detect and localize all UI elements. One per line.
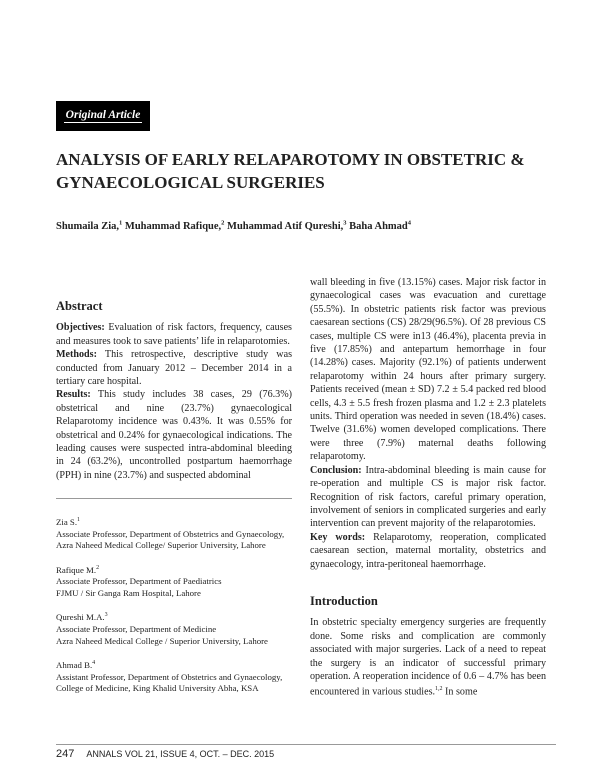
page-footer [56,744,556,760]
abstract-results-continued: wall bleeding in five (13.15%) cases. Major risk factor in gynaecological cases was evacuation and curettage (55.5%). In obstetric patients risk factor was previous caesarean sections (CS) 28/29(96.5%). Of 28 previous CS cases, multiple CS were in13 (46.4%), placenta previa in five (17.85%) and antepartum hemorrhage in four (14.28%) cases. Majority (92.1%) of patients underwent relaparotomy within 24 hours after primary surgery. Patients received (mean ± SD) 7.2 ± 5.4 packed red blood cells, 4.3 ± 5.5 fresh frozen plasma and 1.2 ± 2.3 platelets units. Third operation was needed in seven (18.4%) cases. Twelve (31.6%) women developed complications. There were three (7.9%) maternal deaths following relaparotomy. [310,277,546,463]
affiliation: Zia S.$^1$ Associate Professor, Department of Obstetrics and Gynaecology, Azra Naheed Medical College/ Superior University, Lahore [56,516,285,551]
author: Baha Ahmad$^4$ [349,219,412,232]
left-column [56,300,292,482]
abstract-keywords: Key words: Relaparotomy, reoperation, complicated caesarean section, maternal mortality, obstetrics and gynaecology, intra-peritoneal haemorrhage. [310,531,546,570]
affiliations [56,498,292,706]
introduction-heading: Introduction [310,593,378,608]
author: Muhammad Rafique,$^2$ [124,219,225,232]
abstract-results: Results: This study includes 38 cases, 29 (76.3%) obstetrical and nine (23.7%) gynaecological Relaparotomy incidence was 0.43%. It was 0.55% for obstetrical and 0.24% for gynaecological indications. The leading causes were suspected intra-abdominal bleeding in 24 (63.2%), uncontrolled postpartum haemorrhage (PPH) in nine (23.7%) and suspected abdominal [56,389,292,481]
affiliation: Ahmad B.$^4$ Assistant Professor, Department of Obstetrics and Gynaecology, College of Medicine, King Khalid University Abha, KSA [56,660,283,694]
abstract-heading: Abstract [56,299,103,313]
article-title: ANALYSIS OF EARLY RELAPAROTOMY IN OBSTETRIC & GYNAECOLOGICAL SURGERIES [56,150,525,192]
author-list [56,216,556,234]
affiliation: Qureshi M.A.$^3$ Associate Professor, Department of Medicine Azra Naheed Medical College / Superior University, Lahore [56,612,268,646]
abstract-objectives: Objectives: Evaluation of risk factors, frequency, causes and measures took to save patients’ life in relaparotomies. [56,322,292,347]
article-type-label: Original Article [65,109,141,121]
right-column [310,276,546,699]
journal-info: ANNALS VOL 21, ISSUE 4, OCT. – DEC. 2015 [86,749,275,759]
page-number: 247 [56,748,75,760]
abstract-methods: Methods: This retrospective, descriptive study was conducted from January 2012 – December 2014 in a tertiary care hospital. [56,349,293,388]
article-type-badge [56,101,150,131]
author: Shumaila Zia,$^1$ [56,219,123,232]
abstract-conclusion: Conclusion: Intra-abdominal bleeding is main cause for re-operation and multiple CS is major risk factor. Recognition of risk factors, careful primary operation, involvement of seniors in complicated surgeries and early intervention can prevent majority of the relaparotomies. [310,464,546,530]
author: Muhammad Atif Qureshi,$^3$ [227,219,347,232]
affiliation: Rafique M.$^2$ Associate Professor, Department of Paediatrics FJMU / Sir Ganga Ram Hospital, Lahore [56,564,222,598]
introduction-text: In obstetric specialty emergency surgeries are frequently done. Some risks and complication are commonly associated with major surgeries. Lack of a need to repeat the surgery is an indicator of successful primary operation. A reoperation incidence of 0.6 – 4.7% has been encountered in various studies.$^{1,2}$ In some [310,617,546,698]
